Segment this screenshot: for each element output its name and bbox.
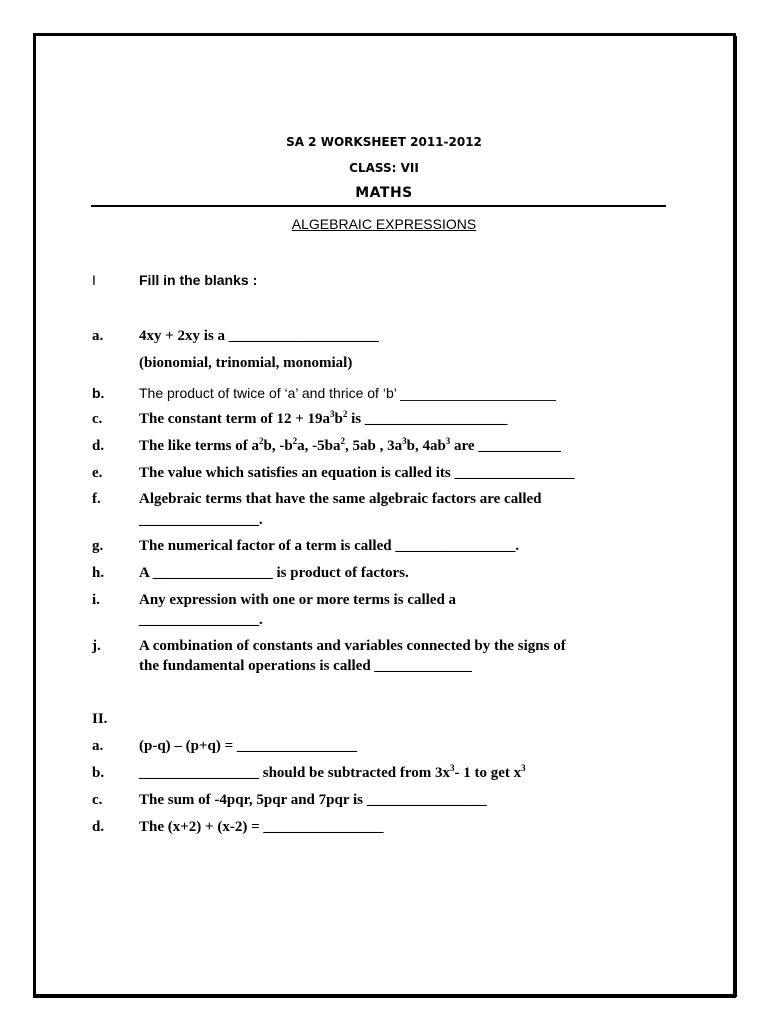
question-d [139,438,561,455]
question-f: Algebraic terms that have the same algebraic factors are called [139,491,542,507]
question-i-blank: ________________. [139,612,263,628]
question-b: The product of twice of ‘a’ and thrice of ‘b’ ____________________ [139,385,556,401]
item-label: j. [92,638,101,654]
question-g: The numerical factor of a term is called ________________. [139,538,520,554]
question-j-cont: the fundamental operations is called _____________ [139,658,472,674]
question-2a: (p-q) – (p+q) = ________________ [139,738,357,754]
item-label: g. [92,538,104,554]
item-label: c. [92,792,103,808]
exponent: 3 [402,436,407,446]
question-j: A combination of constants and variables connected by the signs of [139,638,566,654]
item-label: d. [92,438,105,454]
question-e: The value which satisfies an equation is called its ________________ [139,465,575,481]
item-label: b. [92,765,105,781]
item-label: f. [92,491,101,507]
section1-title: Fill in the blanks : [139,272,258,288]
exponent: 3 [521,763,526,773]
text-part: - 1 to get x [454,765,522,781]
item-label: a. [92,328,104,344]
section1-number: I [92,272,96,288]
page-border-shadow-right [736,36,737,997]
section2-number: II. [92,711,108,727]
text-part: a, -5ba [297,438,341,454]
text-part: is ___________________ [347,411,508,427]
item-label: a. [92,738,104,754]
text-part: b, 4ab [406,438,446,454]
exponent: 2 [258,436,264,446]
exponent: 2 [342,409,348,419]
question-a: 4xy + 2xy is a ____________________ [139,328,379,344]
question-2b [139,765,526,782]
item-label: c. [92,411,103,427]
class-label: CLASS: VII [349,161,419,175]
question-2d: The (x+2) + (x-2) = ________________ [139,819,384,835]
text-part: ________________ should be subtracted from 3x [139,765,450,781]
topic-text: ALGEBRAIC EXPRESSIONS [291,216,477,232]
text-part: The constant term of 12 + 19a [139,411,331,427]
exponent: 2 [340,436,346,446]
question-i: Any expression with one or more terms is called a [139,592,457,608]
text-part: are ___________ [450,438,561,454]
question-2c: The sum of -4pqr, 5pqr and 7pqr is ________________ [139,792,487,808]
item-label: d. [92,819,105,835]
worksheet-title: SA 2 WORKSHEET 2011-2012 [286,135,482,149]
heading-divider [91,205,666,207]
text-part: b [334,411,343,427]
exponent: 3 [450,763,455,773]
topic-heading [0,216,768,232]
item-label: h. [92,565,105,581]
exponent: 3 [445,436,451,446]
exponent: 3 [330,409,335,419]
page-border-shadow-bottom [33,997,736,998]
subject-heading: MATHS [355,185,413,201]
text-part: b, -b [263,438,293,454]
text-part: , 5ab , 3a [345,438,403,454]
exponent: 2 [292,436,298,446]
item-label: i. [92,592,100,608]
question-c [139,411,507,428]
item-label: b. [92,385,105,401]
question-a-options: (bionomial, trinomial, monomial) [139,355,353,371]
item-label: e. [92,465,103,481]
question-f-blank: ________________. [139,512,263,528]
text-part: The like terms of a [139,438,259,454]
question-h: A ________________ is product of factors. [139,565,409,581]
